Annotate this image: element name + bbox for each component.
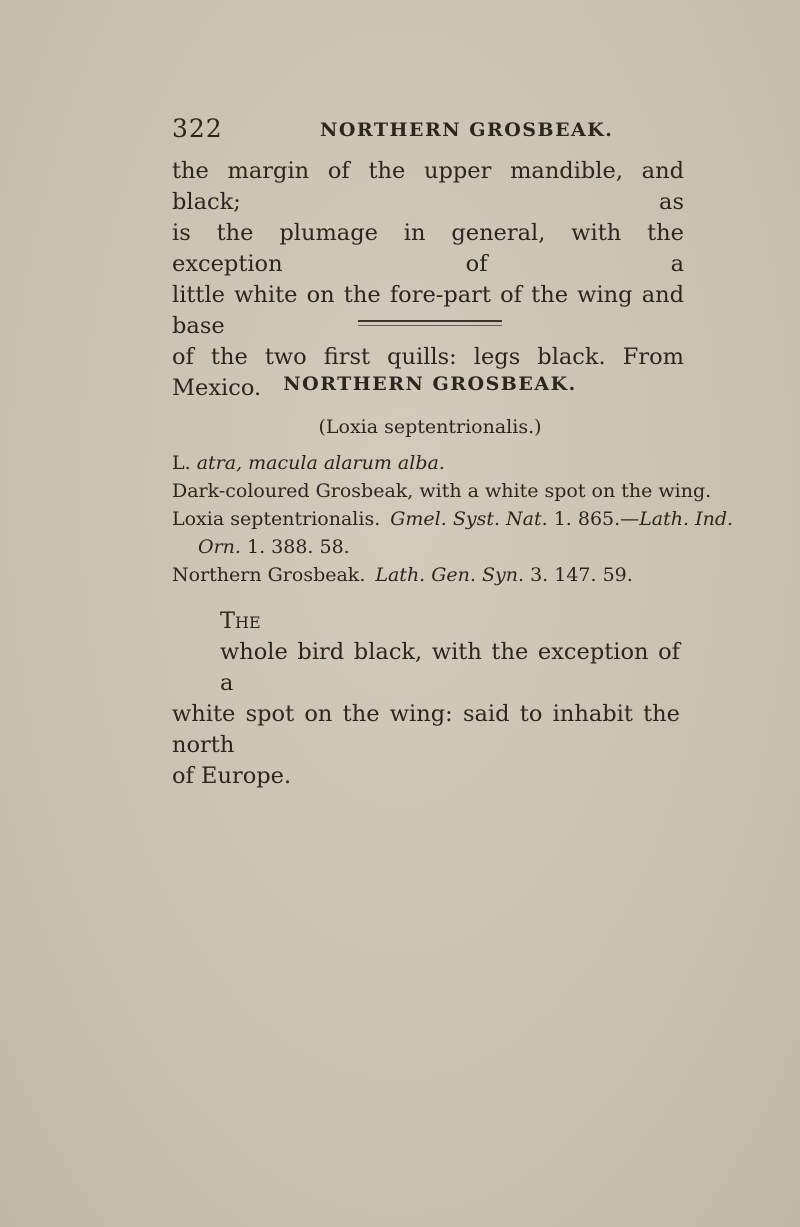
section-divider <box>358 320 502 326</box>
text-line: little white on the fore-part of the wing and base <box>172 282 684 339</box>
citation-numbers: 1. 865.— <box>547 508 640 530</box>
citation-author: Gmel. Syst. Nat. <box>390 508 548 530</box>
continued-paragraph <box>172 156 684 404</box>
genus-abbrev: L. <box>172 452 197 474</box>
reference-line-continued <box>172 533 692 561</box>
page-number: 322 <box>172 114 223 143</box>
english-diagnosis-line: Dark-coloured Grosbeak, with a white spot on the wing. <box>172 480 712 502</box>
running-title: NORTHERN GROSBEAK. <box>320 119 614 141</box>
citation-numbers: 3. 147. 59. <box>524 564 633 586</box>
reference-line <box>172 561 692 589</box>
text-line: is the plumage in general, with the exception of a <box>172 220 684 277</box>
citation-author-2: Lath. Ind. <box>639 508 734 530</box>
text-line: of the two first quills: legs black. From Mexico. <box>172 344 684 401</box>
description-paragraph <box>172 606 680 792</box>
diagnosis-text: atra, macula alarum alba. <box>196 452 445 474</box>
text-line: of Europe. <box>172 763 292 789</box>
species-name: Loxia septentrionalis. <box>172 508 381 530</box>
latin-name: (Loxia septentrionalis.) <box>318 416 542 438</box>
lead-word: The <box>220 608 261 634</box>
synonymy-block <box>172 449 734 589</box>
reference-line <box>172 505 734 533</box>
citation-author: Lath. Gen. Syn. <box>375 564 525 586</box>
text-line: the margin of the upper mandible, and black; as <box>172 158 684 215</box>
citation-work: Orn. <box>198 536 241 558</box>
text-line: The whole bird black, with the exception of a <box>220 608 680 696</box>
running-head <box>172 112 692 148</box>
common-name: Northern Grosbeak. <box>172 564 366 586</box>
text-line: white spot on the wing: said to inhabit the north <box>172 701 680 758</box>
section-title: NORTHERN GROSBEAK. <box>283 373 577 395</box>
diagnosis-line <box>172 449 692 477</box>
citation-numbers: 1. 388. 58. <box>240 536 350 558</box>
